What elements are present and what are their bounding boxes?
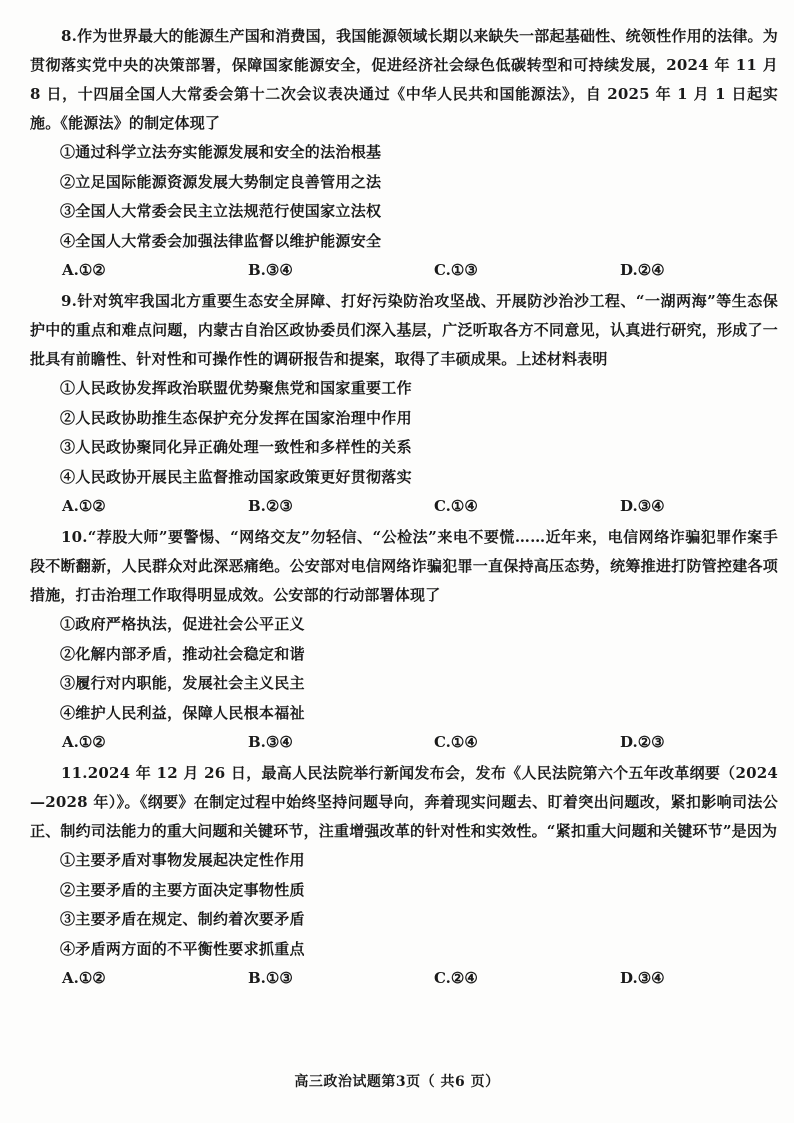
choice-c: C.②④	[434, 969, 478, 987]
page-footer: 高三政治试题第3页（ 共6 页）	[294, 1074, 500, 1090]
choice-d: D.②③	[620, 733, 665, 751]
choice-c: C.①④	[434, 733, 478, 751]
question-stem: 8.作为世界最大的能源生产国和消费国，我国能源领域长期以来缺失一部起基础性、统领性作用的法律。为贯彻落实党中央的决策部署，保障国家能源安全，促进经济社会绿色低碳转型和可持续发展，2024 年 11 月 8 日，十四届全国人大常委会第十二次会议表决通过《中华人民共和国能源法》，自 2025 年 1 月 1 日起实施。《能源法》的制定体现了	[30, 27, 778, 132]
statement-item: ①人民政协发挥政治联盟优势聚焦党和国家重要工作	[60, 379, 412, 397]
choice-b: B.①③	[248, 969, 293, 987]
statement-list	[30, 374, 778, 492]
statement-list	[30, 610, 778, 728]
statement-item: ④全国人大常委会加强法律监督以维护能源安全	[60, 231, 382, 250]
question-8	[30, 22, 778, 285]
question-10	[30, 523, 778, 757]
statement-list	[30, 138, 778, 256]
statement-list	[30, 846, 778, 964]
question-stem: 9.针对筑牢我国北方重要生态安全屏障、打好污染防治攻坚战、开展防沙治沙工程、“一湖两海”等生态保护中的重点和难点问题，内蒙古自治区政协委员们深入基层，广泛听取各方不同意见，认真进行研究，形成了一批具有前瞻性、针对性和可操作性的调研报告和提案，取得了丰硕成果。上述材料表明	[30, 292, 778, 368]
choice-c: C.①③	[434, 261, 478, 279]
question-11	[30, 759, 778, 993]
question-9	[30, 287, 778, 521]
statement-item: ③人民政协聚同化异正确处理一致性和多样性的关系	[60, 438, 412, 456]
statement-item: ④人民政协开展民主监督推动国家政策更好贯彻落实	[60, 467, 412, 486]
choice-d: D.②④	[620, 261, 665, 279]
statement-item: ②化解内部矛盾，推动社会稳定和谐	[60, 644, 305, 663]
statement-item: ④维护人民利益，保障人民根本福祉	[60, 703, 305, 722]
statement-item: ④矛盾两方面的不平衡性要求抓重点	[60, 939, 305, 958]
question-stem: 10.“荐股大师”要警惕、“网络交友”勿轻信、“公检法”来电不要慌……近年来，电信网络诈骗犯罪作案手段不断翻新，人民群众对此深恶痛绝。公安部对电信网络诈骗犯罪一直保持高压态势，统筹推进打防管控建各项措施，打击治理工作取得明显成效。公安部的行动部署体现了	[30, 528, 778, 604]
choice-b: B.③④	[248, 733, 293, 751]
statement-item: ②立足国际能源资源发展大势制定良善管用之法	[60, 172, 382, 191]
question-list	[30, 22, 778, 995]
statement-item: ②人民政协助推生态保护充分发挥在国家治理中作用	[60, 408, 412, 427]
statement-item: ①主要矛盾对事物发展起决定性作用	[60, 851, 305, 869]
statement-item: ①政府严格执法，促进社会公平正义	[60, 615, 305, 633]
answer-choices	[30, 728, 778, 757]
choice-c: C.①④	[434, 497, 478, 515]
choice-a: A.①②	[62, 261, 106, 279]
question-stem: 11.2024 年 12 月 26 日，最高人民法院举行新闻发布会，发布《人民法院第六个五年改革纲要（2024—2028 年）》。《纲要》在制定过程中始终坚持问题导向，奔着现实问题去、盯着突出问题改，紧扣影响司法公正、制约司法能力的重大问题和关键环节，注重增强改革的针对性和实效性。“紧扣重大问题和关键环节”是因为	[30, 764, 778, 840]
choice-b: B.③④	[248, 261, 293, 279]
statement-item: ②主要矛盾的主要方面决定事物性质	[60, 880, 305, 899]
answer-choices	[30, 256, 778, 285]
answer-choices	[30, 492, 778, 521]
choice-a: A.①②	[62, 969, 106, 987]
choice-a: A.①②	[62, 733, 106, 751]
choice-d: D.③④	[620, 497, 665, 515]
choice-d: D.③④	[620, 969, 665, 987]
statement-item: ③全国人大常委会民主立法规范行使国家立法权	[60, 202, 382, 220]
choice-a: A.①②	[62, 497, 106, 515]
answer-choices	[30, 964, 778, 993]
statement-item: ③履行对内职能，发展社会主义民主	[60, 674, 305, 692]
statement-item: ①通过科学立法夯实能源发展和安全的法治根基	[60, 143, 382, 161]
choice-b: B.②③	[248, 497, 293, 515]
statement-item: ③主要矛盾在规定、制约着次要矛盾	[60, 910, 305, 928]
